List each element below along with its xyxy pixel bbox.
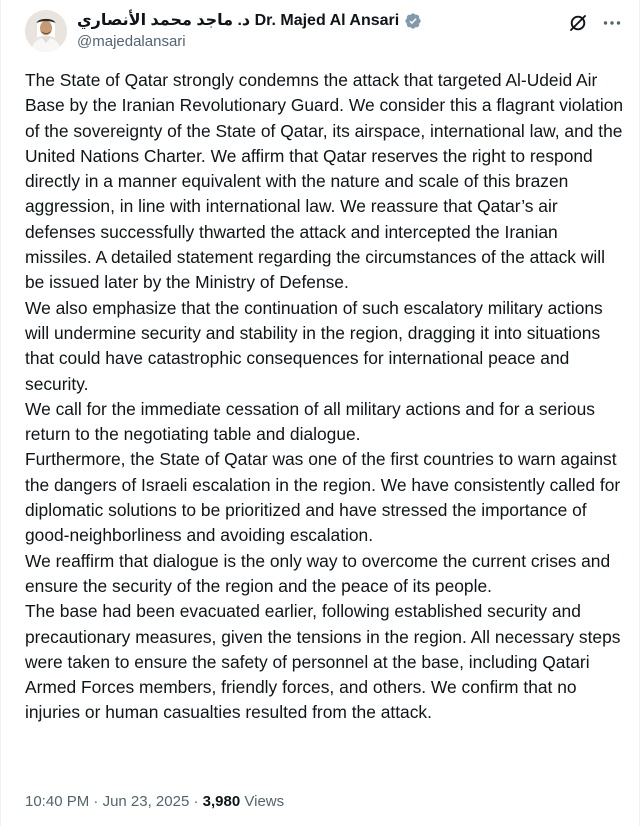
tweet-time-link[interactable]: 10:40 PM [25, 793, 90, 810]
verified-badge-icon[interactable] [404, 12, 422, 30]
views-count: 3,980 [202, 793, 241, 810]
tweet-paragraph: We also emphasize that the continuation of such escalatory military actions will undermine security and stability in the region, dragging it into situations that could have catastrophic consequences for international peace and security. [25, 297, 603, 394]
tweet-date-link[interactable]: Jun 23, 2025 [102, 793, 190, 810]
tweet-meta [25, 792, 284, 812]
name-row [77, 10, 517, 32]
views-label: Views [244, 793, 285, 810]
author-display-name[interactable]: د. ماجد محمد الأنصاري Dr. Majed Al Ansari [77, 12, 400, 29]
meta-separator: · [93, 793, 99, 810]
header-actions [567, 12, 623, 34]
author-handle[interactable]: @majedalansari [77, 33, 186, 50]
grok-icon[interactable] [567, 12, 589, 34]
profile-photo-icon [25, 10, 67, 52]
author-avatar[interactable] [25, 10, 67, 52]
tweet-paragraph: Furthermore, the State of Qatar was one of the first countries to warn against the dangers of Israeli escalation in the region. We have consistently called for diplomatic solutions to be prioritized and have stressed the importance of good-neighborliness and avoiding escalation. [25, 449, 621, 546]
author-info [77, 10, 517, 52]
tweet-paragraph: The State of Qatar strongly condemns the attack that targeted Al-Udeid Air Base by the Iranian Revolutionary Guard. We consider this a flagrant violation of the sovereignty of the State of Qatar, its airspace, international law, and the United Nations Charter. We affirm that Qatar reserves the right to respond directly in a manner equivalent with the nature and scale of this brazen aggression, in line with international law. We reassure that Qatar’s air defenses successfully thwarted the attack and intercepted the Iranian missiles. A detailed statement regarding the circumstances of the attack will be issued later by the Ministry of Defense. [25, 70, 624, 293]
tweet-paragraph: We reaffirm that dialogue is the only way to overcome the current crises and ensure the security of the region and the peace of its people. [25, 550, 611, 596]
tweet-paragraph: The base had been evacuated earlier, following established security and precautionary measures, given the tensions in the region. All necessary steps were taken to ensure the safety of personnel at the base, including Qatari Armed Forces members, friendly forces, and others. We confirm that no injuries or human casualties resulted from the attack. [25, 601, 621, 723]
more-options-icon[interactable] [601, 12, 623, 34]
meta-separator: · [193, 793, 199, 810]
tweet-paragraph: We call for the immediate cessation of all military actions and for a serious return to the negotiating table and dialogue. [25, 398, 595, 445]
tweet-text [25, 68, 625, 726]
tweet-header [1, 0, 640, 64]
